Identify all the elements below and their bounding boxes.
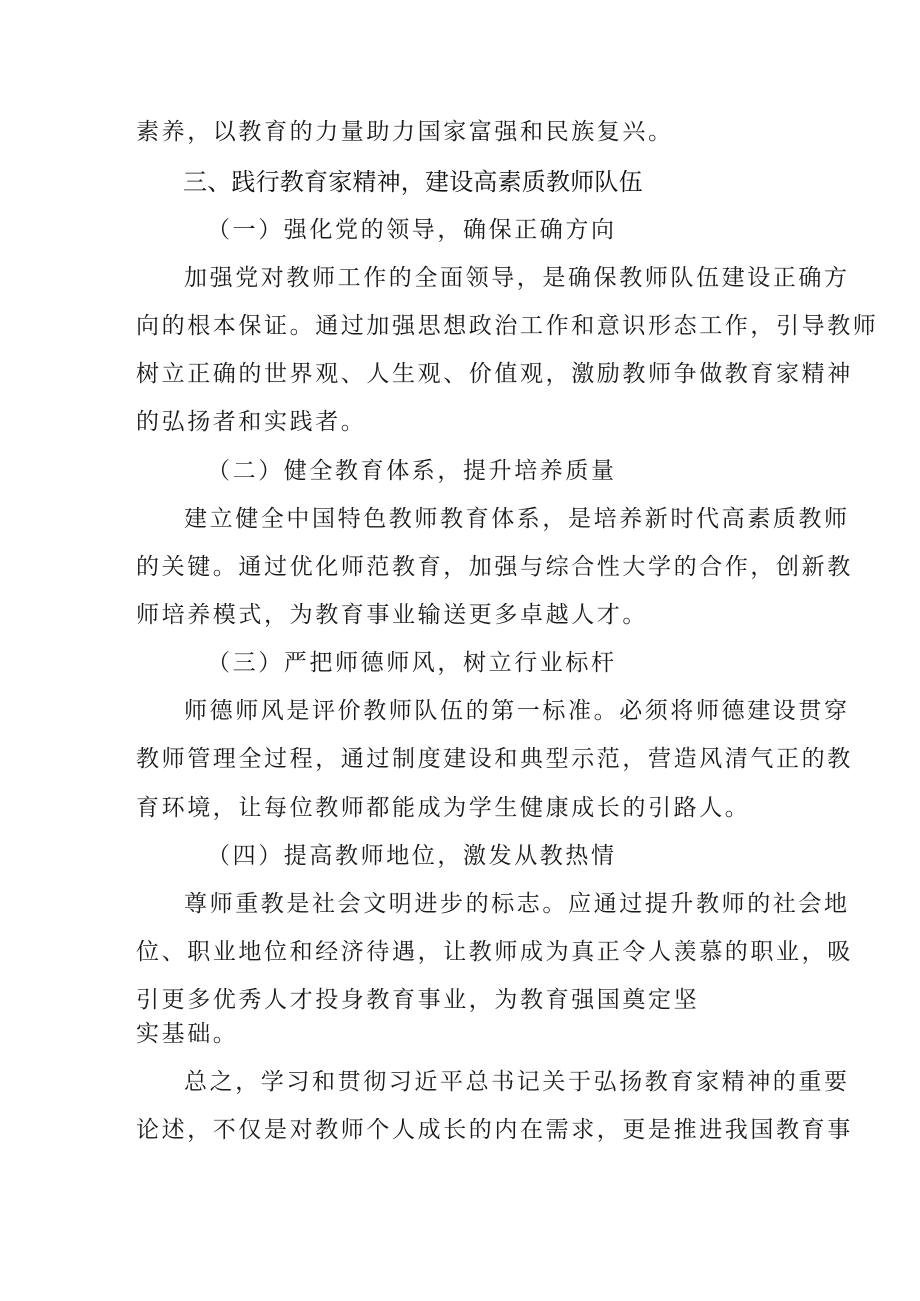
paragraph-line: 的弘扬者和实践者。 [136,409,367,435]
subsection-heading: （二）健全教育体系，提升培养质量 [207,458,617,484]
paragraph-line: 育环境，让每位教师都能成为学生健康成长的引路人。 [136,795,751,821]
subsection-heading: （三）严把师德师风，树立行业标杆 [207,650,617,676]
paragraph-line: 教师管理全过程，通过制度建设和典型示范，营造风清气正的教 [136,746,853,772]
paragraph-line: 加强党对教师工作的全面领导，是确保教师队伍建设正确方 [184,265,850,291]
paragraph-line: 师德师风是评价教师队伍的第一标准。必须将师德建设贯穿 [184,698,850,724]
paragraph-line: 引更多优秀人才投身教育事业，为教育强国奠定坚 [136,987,700,1013]
paragraph-line: 素养，以教育的力量助力国家富强和民族复兴。 [136,119,674,145]
paragraph-line: 师培养模式，为教育事业输送更多卓越人才。 [136,602,648,628]
paragraph-line: 尊师重教是社会文明进步的标志。应通过提升教师的社会地 [184,891,850,917]
subsection-heading: （一）强化党的领导，确保正确方向 [207,217,617,243]
paragraph-line: 树立正确的世界观、人生观、价值观，激励教师争做教育家精神 [136,361,853,387]
paragraph-line: 实基础。 [136,1021,239,1047]
paragraph-line: 总之，学习和贯彻习近平总书记关于弘扬教育家精神的重要 [184,1069,850,1095]
section-heading: 三、践行教育家精神，建设高素质教师队伍 [183,168,643,196]
paragraph-line: 向的根本保证。通过加强思想政治工作和意识形态工作，引导教师 [136,313,879,339]
paragraph-line: 论述，不仅是对教师个人成长的内在需求，更是推进我国教育事 [136,1117,853,1143]
paragraph-line: 位、职业地位和经济待遇，让教师成为真正令人羡慕的职业，吸 [136,939,853,965]
paragraph-line: 的关键。通过优化师范教育，加强与综合性大学的合作，创新教 [136,554,853,580]
subsection-heading: （四）提高教师地位，激发从教热情 [207,843,617,869]
paragraph-line: 建立健全中国特色教师教育体系，是培养新时代高素质教师 [184,506,850,532]
